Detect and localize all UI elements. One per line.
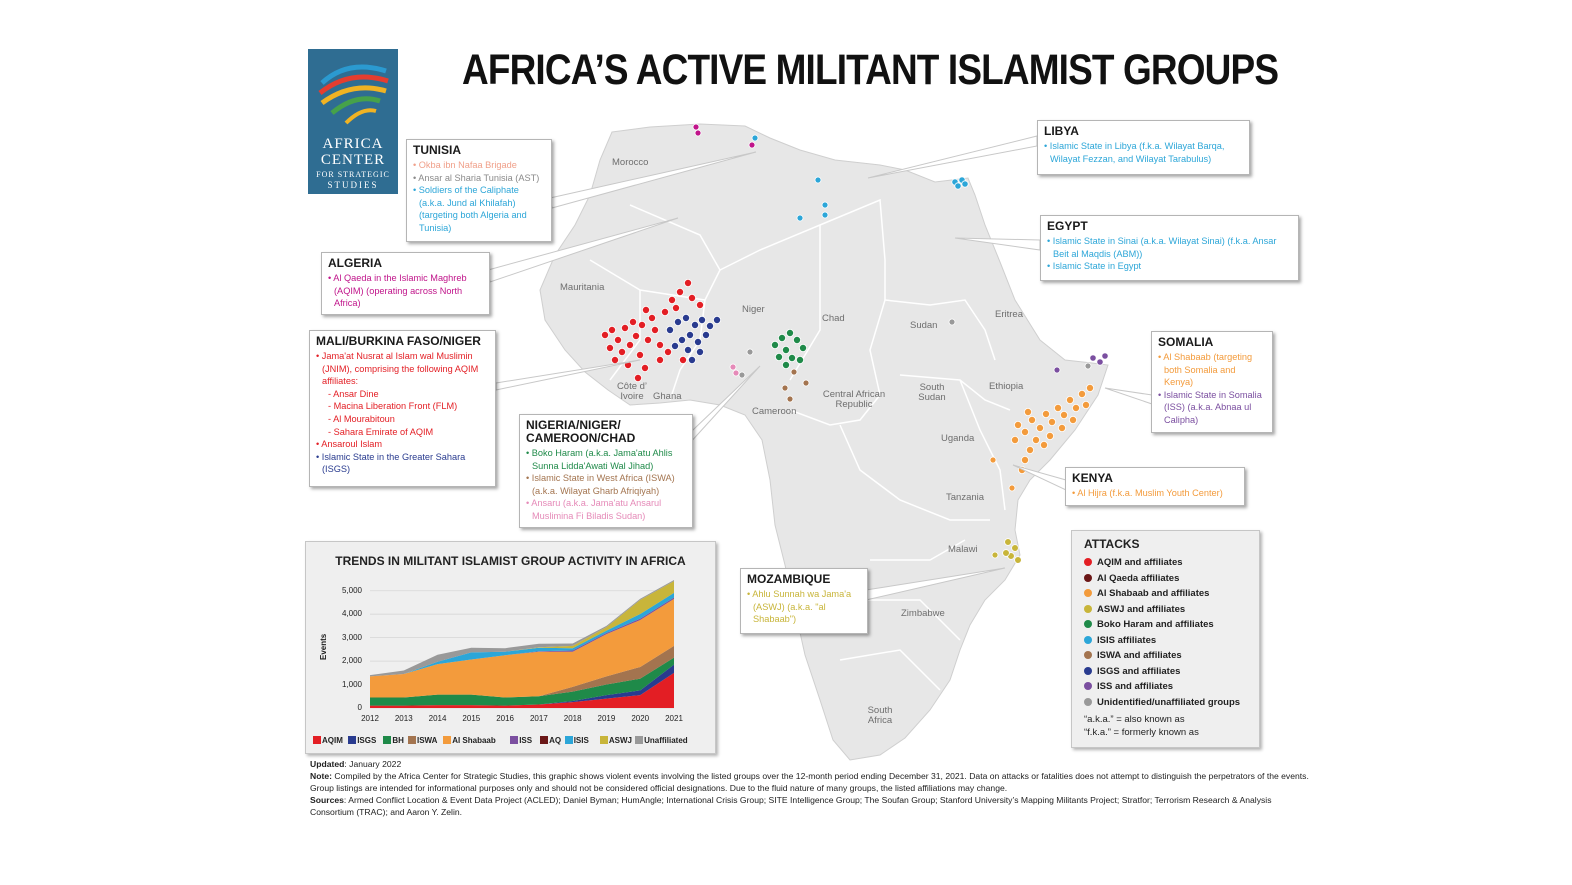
attacks-item-label: ISWA and affiliates (1097, 650, 1182, 661)
y-tick-label: 3,000 (341, 632, 362, 642)
x-tick-label: 2018 (563, 714, 582, 723)
trends-legend-item (635, 736, 688, 745)
legend-dot-icon (1084, 605, 1092, 613)
x-tick-label: 2015 (462, 714, 481, 723)
trends-chart-panel (305, 541, 716, 754)
place-cote-divoire: Côte d’ Ivoire (616, 381, 648, 402)
attacks-item (1084, 666, 1180, 677)
trends-legend-label: Al Shabaab (452, 736, 496, 745)
trends-legend-label: BH (392, 736, 404, 745)
trends-legend-label: Unaffiliated (644, 736, 688, 745)
place-sudan: Sudan (910, 320, 938, 331)
legend-swatch-icon (540, 736, 548, 744)
legend-dot-icon (1084, 636, 1092, 644)
place-tanzania: Tanzania (946, 492, 985, 503)
legend-swatch-icon (510, 736, 518, 744)
attacks-legend (1071, 530, 1260, 748)
attacks-item (1084, 557, 1183, 568)
x-tick-label: 2019 (597, 714, 616, 723)
attacks-item-label: ISS and affiliates (1097, 681, 1174, 692)
x-tick-label: 2017 (529, 714, 548, 723)
somalia-group-0: • Al Shabaab (targeting both Somalia and Kenya) (1158, 352, 1253, 388)
mali-group-6: • Islamic State in the Greater Sahara (ISGS) (316, 451, 466, 475)
legend-dot-icon (1084, 589, 1092, 597)
nigeria-box (519, 414, 693, 528)
mali-heading: MALI/BURKINA FASO/NIGER (316, 334, 481, 348)
y-tick-label: 1,000 (341, 679, 362, 689)
trends-legend-label: ISGS (357, 736, 377, 745)
trends-legend-label: ISS (519, 736, 533, 745)
egypt-heading: EGYPT (1047, 219, 1088, 233)
mali-group-1: - Ansar Dine (328, 388, 379, 399)
trends-legend-label: ASWJ (608, 736, 633, 745)
x-tick-label: 2016 (496, 714, 514, 723)
sources-line: Sources: Armed Conflict Location & Event Data Project (ACLED); Daniel Byman; HumAngle; International Crisis Group; SITE Intelligence Group; The Soufan Group; Stanford University’s Mapping Militants Project; Stratfor; Terrorism Research & Analysis Consortium (TRAC); and Aaron Y. Zelin. (310, 795, 1272, 817)
trends-legend-item (408, 736, 437, 745)
algeria-box (321, 252, 490, 315)
y-tick-label: 0 (357, 703, 362, 712)
trends-legend-label: ISIS (573, 736, 589, 745)
attacks-item (1084, 619, 1214, 630)
aka-note: “a.k.a.” = also known as (1084, 714, 1185, 725)
legend-swatch-icon (383, 736, 391, 744)
algeria-heading: ALGERIA (328, 256, 382, 270)
x-tick-label: 2014 (428, 714, 447, 723)
trends-legend-item (443, 736, 496, 745)
mali-group-4: - Sahara Emirate of AQIM (328, 426, 434, 437)
legend-swatch-icon (348, 736, 356, 744)
attacks-item (1084, 604, 1185, 615)
trends-legend-label: ISWA (417, 736, 438, 745)
attacks-item-label: ISGS and affiliates (1097, 665, 1181, 677)
trends-legend-item (510, 736, 532, 745)
egypt-group-0: • Islamic State in Sinai (a.k.a. Wilayat Sinai) (f.k.a. Ansar Beit al Maqdis (ABM)) (1047, 236, 1277, 259)
egypt-group-1: • Islamic State in Egypt (1047, 261, 1142, 272)
tunisia-box (406, 139, 552, 242)
kenya-group-0: • Al Hijra (f.k.a. Muslim Youth Center) (1072, 488, 1223, 498)
tunisia-group-2: • Soldiers of the Caliphate (a.k.a. Jund al Khilafah) (targeting both Algeria and Tunisia) (413, 185, 527, 233)
attacks-item (1084, 681, 1173, 692)
logo-line3: FOR STRATEGIC (316, 170, 390, 179)
place-ghana: Ghana (653, 391, 682, 402)
attacks-item-label: Al Qaeda affiliates (1097, 572, 1180, 584)
fka-note: “f.k.a.” = formerly known as (1084, 727, 1199, 738)
logo-line1: AFRICA (322, 136, 384, 152)
egypt-box (1040, 215, 1299, 281)
mozambique-heading: MOZAMBIQUE (747, 572, 831, 586)
attacks-item-label: Al Shabaab and affiliates (1097, 588, 1210, 599)
legend-swatch-icon (565, 736, 573, 744)
place-eritrea: Eritrea (995, 309, 1023, 320)
legend-swatch-icon (443, 736, 451, 744)
legend-swatch-icon (600, 736, 608, 744)
y-tick-label: 4,000 (341, 609, 362, 619)
africa-center-logo (308, 49, 398, 194)
logo-line4: STUDIES (327, 180, 379, 190)
attacks-item-label: ASWJ and affiliates (1097, 603, 1186, 615)
somalia-group-1: • Islamic State in Somalia (ISS) (a.k.a. Abnaa ul Calipha) (1158, 389, 1262, 425)
logo-line2: CENTER (320, 152, 386, 168)
place-uganda: Uganda (941, 433, 975, 444)
note-line: Note: Compiled by the Africa Center for Strategic Studies, this graphic shows violent events involving the listed groups over the 12-month period ending December 31, 2021. Data on attacks or fatalities does not attempt to distinguish the perpetrators of the events. Group listings are intended for informational purposes only and should not be considered official designations. Due to the fluid nature of many groups, the listed affiliations may change. (310, 771, 1309, 793)
legend-swatch-icon (635, 736, 643, 744)
trends-legend-item (600, 736, 632, 745)
kenya-box (1065, 467, 1245, 506)
mozambique-box (740, 568, 868, 634)
attacks-item-label: AQIM and affiliates (1097, 557, 1183, 568)
place-zimbabwe: Zimbabwe (901, 608, 945, 619)
legend-swatch-icon (313, 736, 321, 744)
trends-legend-label: AQ (549, 736, 562, 745)
place-cameroon: Cameroon (752, 406, 797, 417)
trends-legend-item (313, 736, 343, 745)
attacks-item-label: Boko Haram and affiliates (1097, 619, 1214, 630)
somalia-box (1151, 331, 1273, 433)
nigeria-heading: NIGERIA/NIGER/ CAMEROON/CHAD (526, 418, 636, 445)
place-south-sudan: South Sudan (918, 382, 946, 403)
mali-group-3: - Al Mourabitoun (328, 413, 395, 424)
trends-chart-title: TRENDS IN MILITANT ISLAMIST GROUP ACTIVITY IN AFRICA (335, 554, 686, 568)
algeria-group-0: • Al Qaeda in the Islamic Maghreb (AQIM) (operating across North Africa) (328, 273, 467, 309)
place-central-african-republic: Central African Republic (822, 389, 886, 410)
place-malawi: Malawi (948, 544, 978, 555)
legend-dot-icon (1084, 558, 1092, 566)
tunisia-group-1: • Ansar al Sharia Tunisia (AST) (413, 172, 540, 183)
legend-dot-icon (1084, 698, 1092, 706)
mali-group-2: - Macina Liberation Front (FLM) (328, 401, 458, 412)
legend-dot-icon (1084, 667, 1092, 675)
y-tick-label: 5,000 (341, 585, 362, 595)
place-south-africa: South Africa (867, 705, 893, 726)
x-tick-label: 2021 (665, 714, 683, 723)
attacks-item (1084, 650, 1182, 661)
trends-legend-item (348, 736, 376, 745)
kenya-heading: KENYA (1072, 471, 1113, 485)
y-tick-label: 2,000 (341, 656, 362, 666)
attacks-item (1084, 588, 1209, 599)
legend-dot-icon (1084, 620, 1092, 628)
mali-group-5: • Ansaroul Islam (316, 439, 383, 450)
place-morocco: Morocco (612, 157, 649, 168)
footer-notes (310, 758, 1310, 818)
mali-box (309, 330, 496, 487)
mali-group-0: • Jama'at Nusrat al Islam wal Muslimin (JNIM), comprising the following AQIM affiliates: (316, 351, 479, 387)
nigeria-group-0: • Boko Haram (a.k.a. Jama'atu Ahlis Sunna Lidda'Awati Wal Jihad) (526, 448, 673, 471)
place-chad: Chad (822, 313, 845, 324)
nigeria-group-1: • Islamic State in West Africa (ISWA) (a.k.a. Wilayat Gharb Afriqiyah) (526, 473, 675, 496)
legend-swatch-icon (408, 736, 416, 744)
x-tick-label: 2013 (394, 714, 413, 723)
libya-heading: LIBYA (1044, 124, 1079, 138)
libya-box (1037, 120, 1250, 175)
somalia-heading: SOMALIA (1158, 335, 1214, 349)
nigeria-group-2: • Ansaru (a.k.a. Jama'atu Ansarul Muslimina Fi Biladis Sudan) (526, 498, 662, 521)
legend-dot-icon (1084, 682, 1092, 690)
trends-legend-item (540, 736, 561, 745)
attacks-item (1084, 635, 1156, 646)
trends-legend-label: AQIM (322, 736, 343, 745)
legend-dot-icon (1084, 574, 1092, 582)
attacks-item (1084, 573, 1179, 584)
legend-dot-icon (1084, 651, 1092, 659)
trends-legend-item (383, 736, 404, 745)
libya-group-0: • Islamic State in Libya (f.k.a. Wilayat Barqa, Wilayat Fezzan, and Wilayat Tarabulus) (1044, 141, 1225, 164)
attacks-heading: ATTACKS (1084, 537, 1140, 551)
trends-legend-item (565, 736, 589, 745)
x-tick-label: 2012 (361, 714, 379, 723)
attacks-item-label: ISIS affiliates (1097, 634, 1157, 646)
updated-line: Updated: January 2022 (310, 759, 402, 769)
attacks-item-label: Unidentified/unaffiliated groups (1097, 696, 1241, 708)
tunisia-group-0: • Okba ibn Nafaa Brigade (413, 160, 517, 170)
place-niger: Niger (742, 304, 765, 315)
place-ethiopia: Ethiopia (989, 381, 1024, 392)
x-tick-label: 2020 (631, 714, 650, 723)
attacks-item (1084, 697, 1240, 708)
place-mauritania: Mauritania (560, 282, 605, 293)
tunisia-heading: TUNISIA (413, 143, 461, 157)
y-axis-label: Events (319, 633, 328, 660)
mozambique-group-0: • Ahlu Sunnah wa Jama'a (ASWJ) (a.k.a. "al Shabaab") (747, 589, 852, 625)
page-title: AFRICA’S ACTIVE MILITANT ISLAMIST GROUPS (462, 46, 1279, 94)
